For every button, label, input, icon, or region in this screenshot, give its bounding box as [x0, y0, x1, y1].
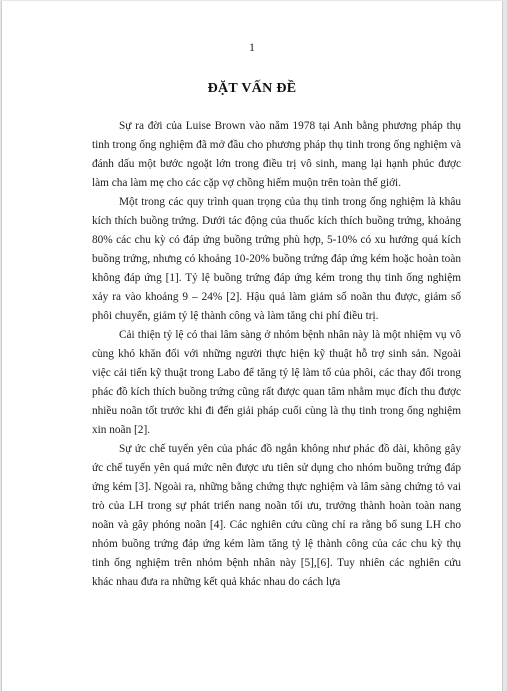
page-title: ĐẶT VẤN ĐỀ	[207, 81, 297, 96]
paragraph-1: Sự ra đời của Luise Brown vào năm 1978 tại Anh bằng phương pháp thụ tinh trong ống nghiệm đã mở đầu cho phương pháp thụ tinh trong ống nghiệm và đánh dấu một bước ngoặt lớn trong điều trị vô sinh, mang lại hạnh phúc được làm cha làm mẹ cho các cặp vợ chồng hiếm muộn trên toàn thế giới.	[92, 120, 461, 189]
paragraph-3: Cải thiện tỷ lệ có thai lâm sàng ở nhóm bệnh nhân này là một nhiệm vụ vô cùng khó khăn đối với những người thực hiện kỹ thuật hỗ trợ sinh sản. Ngoài việc cải tiến kỹ thuật trong Labo để tăng tỷ lệ làm tổ của phôi, các thay đổi trong phác đồ kích thích buồng trứng cũng rất được quan tâm nhằm mục đích thu được nhiều noãn tốt trước khi đi đến giải pháp cuối cùng là thụ tinh trong ống nghiệm xin noãn [2].	[92, 329, 461, 436]
paragraph-2: Một trong các quy trình quan trọng của thụ tinh trong ống nghiệm là khâu kích thích buồng trứng. Dưới tác động của thuốc kích thích buồng trứng, khoảng 80% các chu kỳ có đáp ứng buồng trứng phù hợp, 5-10% có xu hướng quá kích buồng trứng, nhưng có khoảng 10-20% buồng trứng đáp ứng kém hoặc hoàn toàn không đáp ứng [1]. Tỷ lệ buồng trứng đáp ứng kém trong thụ tinh ống nghiệm xảy ra vào khoảng 9 – 24% [2]. Hậu quả làm giảm số noãn thu được, giảm số phôi chuyển, giảm tỷ lệ thành công và làm tăng chi phí điều trị.	[92, 196, 461, 322]
body-text	[92, 117, 461, 592]
document-page	[1, 1, 503, 691]
paragraph-4: Sự ức chế tuyến yên của phác đồ ngắn không như phác đồ dài, không gây ức chế tuyến yên quá mức nên được ưu tiên sử dụng cho nhóm buồng trứng đáp ứng kém [3]. Ngoài ra, những bằng chứng thực nghiệm và lâm sàng chứng tỏ vai trò của LH trong sự phát triển nang noãn tối ưu, trưởng thành hoàn toàn nang noãn và gây phóng noãn [4]. Các nghiên cứu cũng chỉ ra rằng bổ sung LH cho nhóm buồng trứng đáp ứng kém làm tăng tỷ lệ thành công của các chu kỳ thụ tinh ống nghiệm trên nhóm bệnh nhân này [5],[6]. Tuy nhiên các nghiên cứu khác nhau đưa ra những kết quả khác nhau do cách lựa	[92, 443, 461, 588]
page-number: 1	[249, 40, 255, 54]
